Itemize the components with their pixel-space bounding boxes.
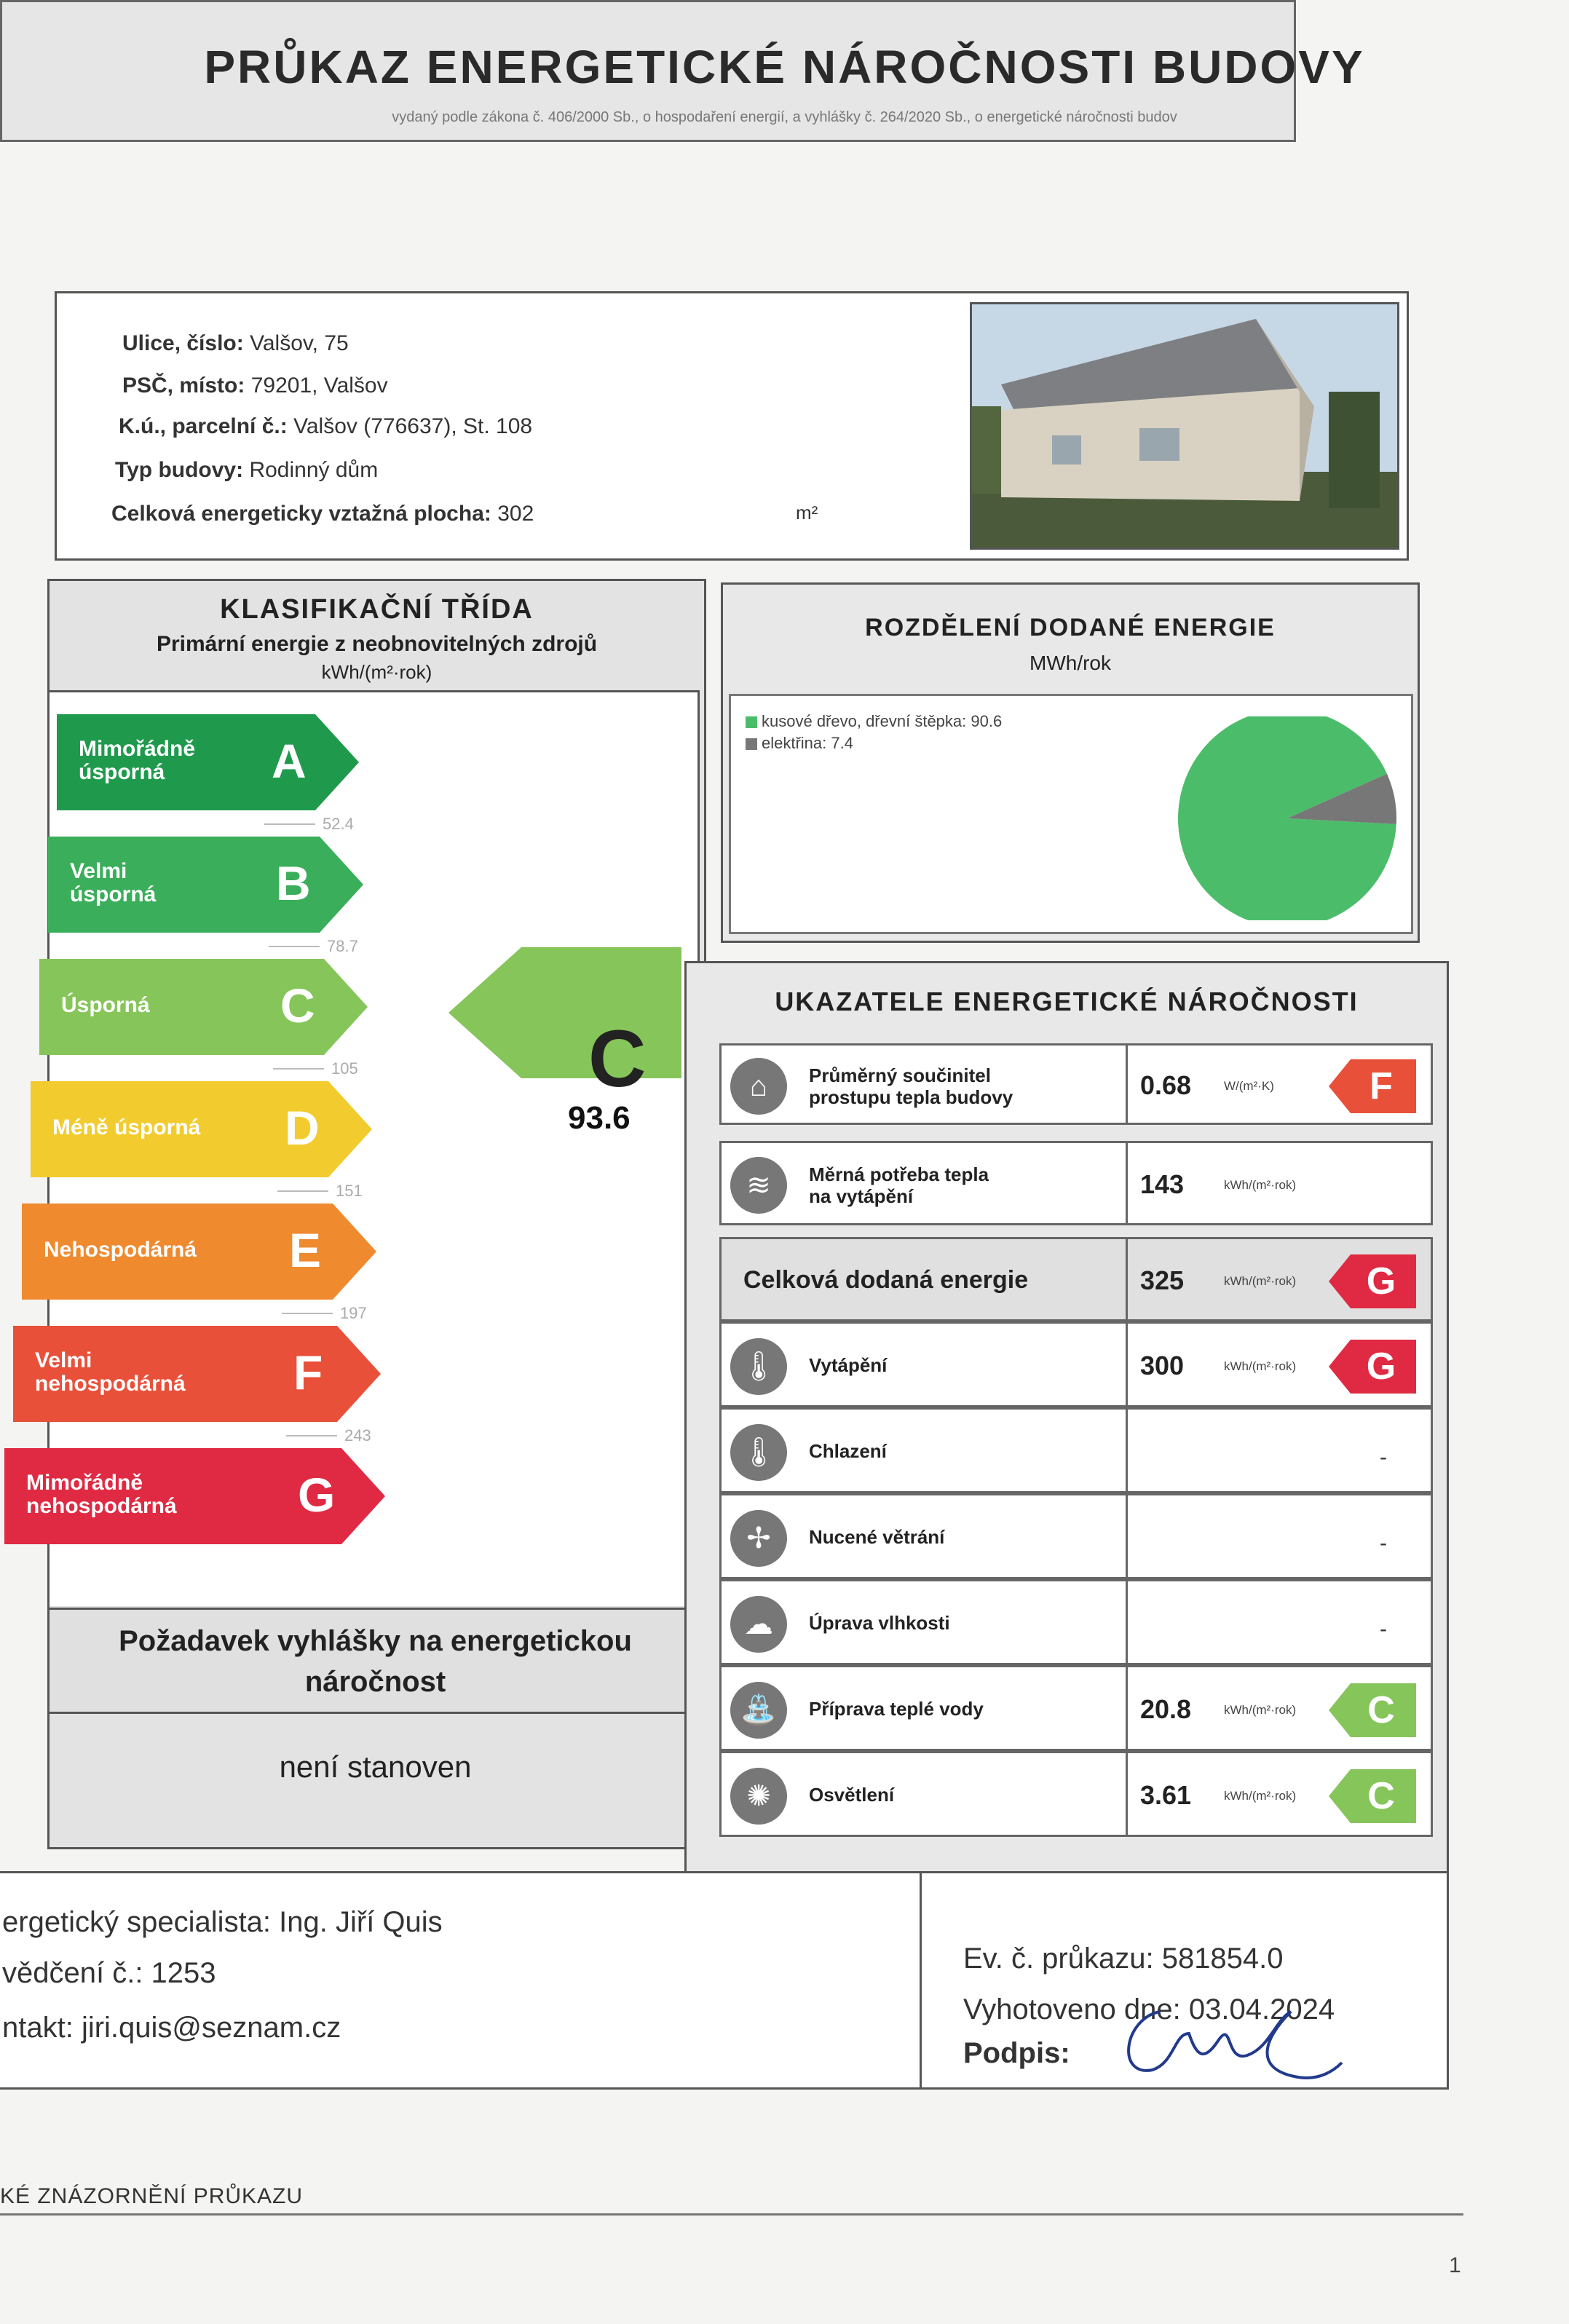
- class-threshold-line: [273, 1068, 324, 1070]
- energy-split-section: [721, 582, 1420, 943]
- certificate-number: vědčení č.: 1253: [2, 1957, 216, 1989]
- footer-section: [0, 1871, 1449, 2090]
- class-threshold-a: 52.4: [323, 815, 354, 833]
- humidity-icon: ☁: [730, 1596, 787, 1653]
- energy-split-unit: MWh/rok: [1029, 652, 1111, 674]
- class-letter-b: B: [276, 856, 311, 910]
- indicator-row: [719, 1407, 1433, 1493]
- class-threshold-line: [269, 946, 320, 947]
- indicator-divider: [1126, 1410, 1128, 1491]
- indicator-unit: kWh/(m²·rok): [1224, 1178, 1297, 1192]
- indicator-class-letter: G: [1366, 1345, 1396, 1388]
- class-letter-g: G: [298, 1468, 336, 1522]
- class-bar-f: [13, 1326, 381, 1422]
- address-section: [55, 291, 1409, 561]
- indicator-class-letter: F: [1370, 1065, 1393, 1107]
- class-bar-d: [31, 1081, 372, 1177]
- legend-swatch-electricity: [746, 738, 757, 750]
- parcel-line: K.ú., parcelní č.: Valšov (776637), St. 108: [119, 414, 533, 438]
- classification-title: KLASIFIKAČNÍ TŘÍDA: [220, 594, 534, 625]
- current-class-arrow: [448, 947, 681, 1078]
- indicator-value: 20.8: [1140, 1694, 1192, 1724]
- requirement-section: [50, 1608, 701, 1849]
- class-letter-e: E: [289, 1223, 322, 1277]
- indicator-label: Vytápění: [809, 1354, 888, 1376]
- indicator-unit: kWh/(m²·rok): [1224, 1703, 1297, 1717]
- specialist: ergetický specialista: Ing. Jiří Quis: [2, 1906, 443, 1938]
- house-icon: ⌂: [730, 1058, 787, 1115]
- legend-swatch-wood: [746, 716, 757, 728]
- page-number: 1: [1449, 2253, 1461, 2277]
- indicator-row: [719, 1493, 1433, 1579]
- class-threshold-d: 151: [336, 1182, 363, 1200]
- energy-scale: [26, 690, 700, 1606]
- signature: [1109, 1990, 1349, 2092]
- contact: ntakt: jiri.quis@seznam.cz: [2, 2012, 341, 2044]
- indicator-empty: -: [1380, 1445, 1387, 1469]
- class-bar-b: [48, 837, 363, 933]
- energy-split-chart: [729, 694, 1413, 934]
- class-letter-a: A: [272, 734, 307, 788]
- thermometer-cold-icon: 🌡: [730, 1424, 787, 1481]
- indicators-title: UKAZATELE ENERGETICKÉ NÁROČNOSTI: [775, 987, 1359, 1016]
- class-threshold-line: [277, 1190, 328, 1192]
- class-threshold-line: [282, 1313, 333, 1314]
- indicator-class-letter: G: [1366, 1260, 1396, 1303]
- class-letter-f: F: [293, 1345, 323, 1399]
- class-threshold-c: 105: [331, 1059, 358, 1078]
- class-label-g: Mimořádně nehospodárná: [26, 1471, 177, 1518]
- evidence-number: Ev. č. průkazu: 581854.0: [963, 1942, 1284, 1975]
- tap-icon: ⛲: [730, 1682, 787, 1739]
- indicator-divider: [1126, 1324, 1128, 1405]
- indicator-row: [719, 1321, 1433, 1407]
- indicator-divider: [1126, 1581, 1128, 1663]
- indicator-label: Úprava vlhkosti: [809, 1612, 950, 1634]
- bulb-icon: ✺: [730, 1768, 787, 1825]
- indicator-row: [719, 1043, 1433, 1125]
- class-bar-c: [39, 959, 368, 1055]
- class-threshold-e: 197: [340, 1304, 367, 1322]
- legend-electricity: elektřina: 7.4: [746, 734, 853, 753]
- indicator-class-letter: C: [1367, 1689, 1395, 1731]
- legend-wood: kusové dřevo, dřevní štěpka: 90.6: [746, 712, 1002, 731]
- indicator-class-letter: C: [1367, 1775, 1395, 1817]
- indicator-value: 0.68: [1140, 1070, 1192, 1100]
- building-type-line: Typ budovy: Rodinný dům: [115, 458, 379, 482]
- indicator-divider: [1126, 1753, 1128, 1835]
- building-photo: [970, 302, 1399, 550]
- indicator-value: 300: [1140, 1351, 1185, 1380]
- indicator-class-badge: [1329, 1254, 1416, 1308]
- indicator-divider: [1126, 1143, 1128, 1223]
- class-bar-g: [4, 1448, 385, 1544]
- street-line: Ulice, číslo: Valšov, 75: [122, 331, 349, 355]
- document-title: PRŮKAZ ENERGETICKÉ NÁROČNOSTI BUDOVY: [204, 41, 1365, 93]
- indicator-unit: W/(m²·K): [1224, 1079, 1274, 1093]
- class-threshold-f: 243: [344, 1426, 371, 1444]
- indicator-label: Průměrný součinitel prostupu tepla budovy: [809, 1064, 1013, 1108]
- indicator-label: Osvětlení: [809, 1784, 895, 1806]
- class-label-d: Méně úsporná: [52, 1115, 201, 1139]
- indicator-label: Měrná potřeba tepla na vytápění: [809, 1163, 989, 1207]
- indicator-row: [719, 1579, 1433, 1665]
- area-line: Celková energeticky vztažná plocha: 302: [111, 502, 534, 526]
- class-label-b: Velmi úsporná: [70, 859, 157, 906]
- classification-unit: kWh/(m²·rok): [321, 661, 432, 683]
- requirement-title: Požadavek vyhlášky na energetickou náročnost: [119, 1625, 632, 1698]
- class-letter-c: C: [280, 979, 315, 1032]
- indicator-divider: [1126, 1046, 1128, 1123]
- indicator-unit: kWh/(m²·rok): [1224, 1789, 1297, 1803]
- class-label-f: Velmi nehospodárná: [35, 1348, 186, 1396]
- indicator-class-badge: [1329, 1059, 1416, 1113]
- indicator-row: [719, 1751, 1433, 1837]
- class-label-c: Úsporná: [61, 993, 150, 1017]
- psc-line: PSČ, místo: 79201, Valšov: [122, 374, 388, 398]
- indicator-row: [719, 1237, 1433, 1321]
- indicator-value: 3.61: [1140, 1780, 1192, 1810]
- indicator-row: [719, 1665, 1433, 1751]
- indicator-label: Příprava teplé vody: [809, 1698, 984, 1720]
- classification-subtitle: Primární energie z neobnovitelných zdrojů: [156, 632, 598, 656]
- classification-section: [26, 579, 706, 1849]
- indicator-row: [719, 1141, 1433, 1225]
- indicator-divider: [1126, 1667, 1128, 1749]
- indicator-divider: [1126, 1495, 1128, 1577]
- indicator-value: 325: [1140, 1265, 1185, 1295]
- indicator-label: Chlazení: [809, 1440, 887, 1462]
- indicator-unit: kWh/(m²·rok): [1224, 1359, 1297, 1373]
- indicator-class-badge: [1329, 1769, 1416, 1823]
- indicator-class-badge: [1329, 1683, 1416, 1737]
- header: [0, 0, 1365, 142]
- indicators-section: [684, 961, 1449, 1886]
- bottom-caption: KÉ ZNÁZORNĚNÍ PRŮKAZU: [0, 2184, 304, 2208]
- indicator-empty: -: [1380, 1617, 1387, 1641]
- footer-divider: [920, 1873, 922, 2087]
- bottom-divider: [0, 2213, 1463, 2216]
- class-threshold-line: [286, 1435, 337, 1436]
- requirement-value: není stanoven: [279, 1750, 472, 1784]
- area-unit: m²: [796, 502, 818, 523]
- class-threshold-b: 78.7: [327, 937, 358, 955]
- document-subtitle: vydaný podle zákona č. 406/2000 Sb., o hospodaření energií, a vyhlášky č. 264/2020 Sb., o energetické náročnosti budov: [392, 109, 1177, 125]
- energy-pie: [1178, 716, 1396, 920]
- thermometer-hot-icon: 🌡: [730, 1338, 787, 1395]
- indicator-divider: [1126, 1239, 1128, 1319]
- radiator-icon: ≋: [730, 1157, 787, 1214]
- indicator-class-badge: [1329, 1340, 1416, 1394]
- indicator-value: 143: [1140, 1169, 1185, 1199]
- energy-split-title: ROZDĚLENÍ DODANÉ ENERGIE: [865, 614, 1276, 641]
- class-threshold-line: [264, 823, 315, 825]
- current-class-letter: C: [588, 1014, 647, 1104]
- class-letter-d: D: [285, 1101, 320, 1155]
- indicator-label: Nucené větrání: [809, 1526, 945, 1548]
- current-class-value: 93.6: [568, 1100, 631, 1136]
- signature-label: Podpis:: [963, 2037, 1070, 2069]
- indicator-label: Celková dodaná energie: [743, 1266, 1029, 1294]
- indicator-empty: -: [1380, 1531, 1387, 1555]
- issue-date: Vyhotoveno dne: 03.04.2024: [963, 1993, 1335, 2025]
- class-bar-e: [22, 1204, 376, 1300]
- indicator-unit: kWh/(m²·rok): [1224, 1274, 1297, 1288]
- class-label-e: Nehospodárná: [44, 1238, 197, 1262]
- class-bar-a: [57, 714, 359, 810]
- fan-icon: ✢: [730, 1510, 787, 1567]
- class-label-a: Mimořádně úsporná: [79, 737, 196, 784]
